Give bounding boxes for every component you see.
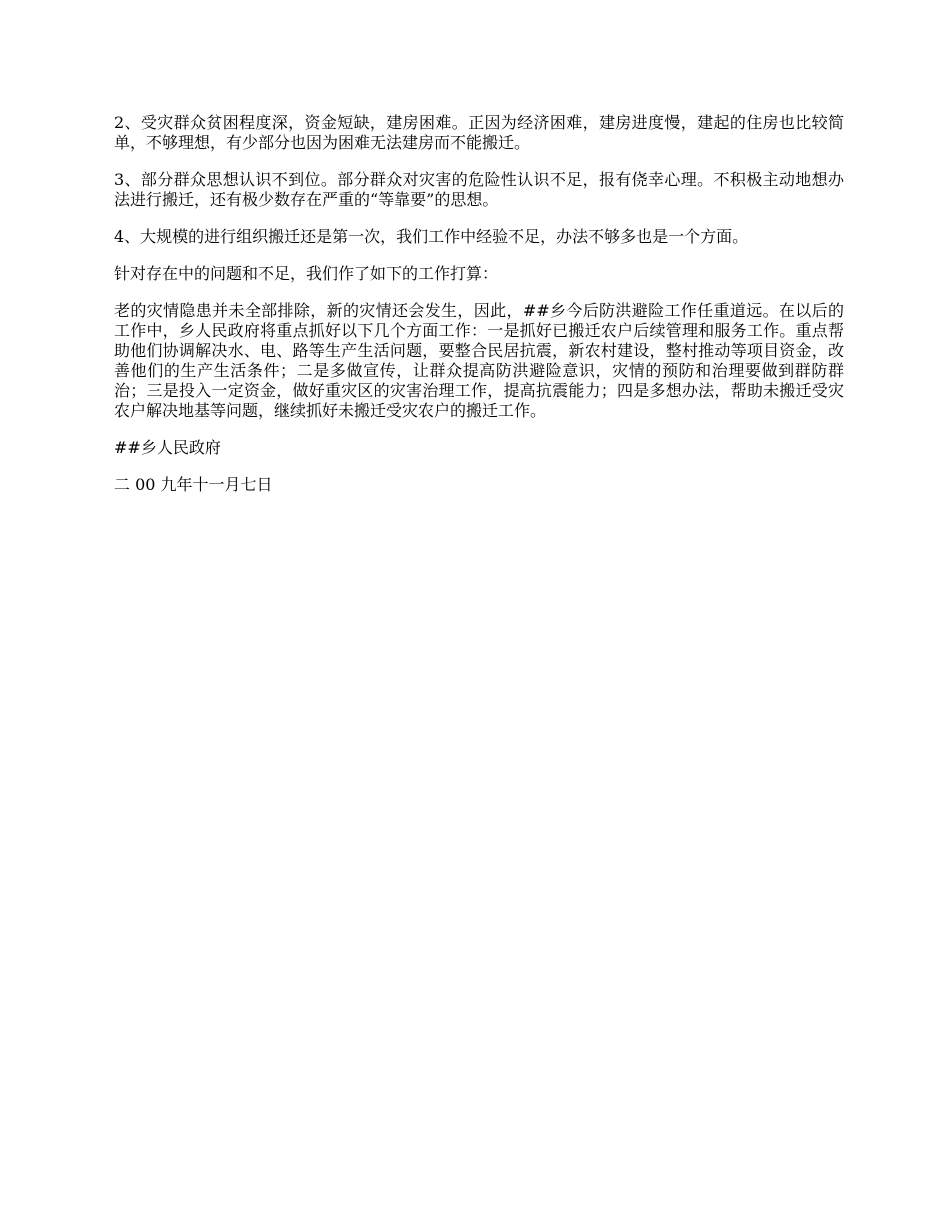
document-date: 二 00 九年十一月七日 [114,475,273,494]
paragraph-experience: 4、大规模的进行组织搬迁还是第一次，我们工作中经验不足，办法不够多也是一个方面。 [114,227,749,246]
paragraph-plan-intro: 针对存在中的问题和不足，我们作了如下的工作打算： [114,264,499,283]
signature-org: ##乡人民政府 [114,438,221,457]
paragraph-difficulty-funding: 2、受灾群众贫困程度深，资金短缺，建房困难。正因为经济困难，建房进度慢，建起的住房也比较简单，不够理想，有少部分也因为困难无法建房而不能搬迁。 [114,113,844,152]
paragraph-awareness: 3、部分群众思想认识不到位。部分群众对灾害的危险性认识不足，报有侥幸心理。不积极主动地想办法进行搬迁，还有极少数存在严重的“等靠要”的思想。 [114,170,844,209]
document-page [114,113,844,512]
paragraph-work-plan: 老的灾情隐患并未全部排除，新的灾情还会发生，因此，##乡今后防洪避险工作任重道远。在以后的工作中，乡人民政府将重点抓好以下几个方面工作：一是抓好已搬迁农户后续管理和服务工作。重点帮助他们协调解决水、电、路等生产生活问题，要整合民居抗震，新农村建设，整村推动等项目资金，改善他们的生产生活条件；二是多做宣传，让群众提高防洪避险意识，灾情的预防和治理要做到群防群治；三是投入一定资金，做好重灾区的灾害治理工作，提高抗震能力；四是多想办法，帮助未搬迁受灾农户解决地基等问题，继续抓好未搬迁受灾农户的搬迁工作。 [114,301,844,420]
